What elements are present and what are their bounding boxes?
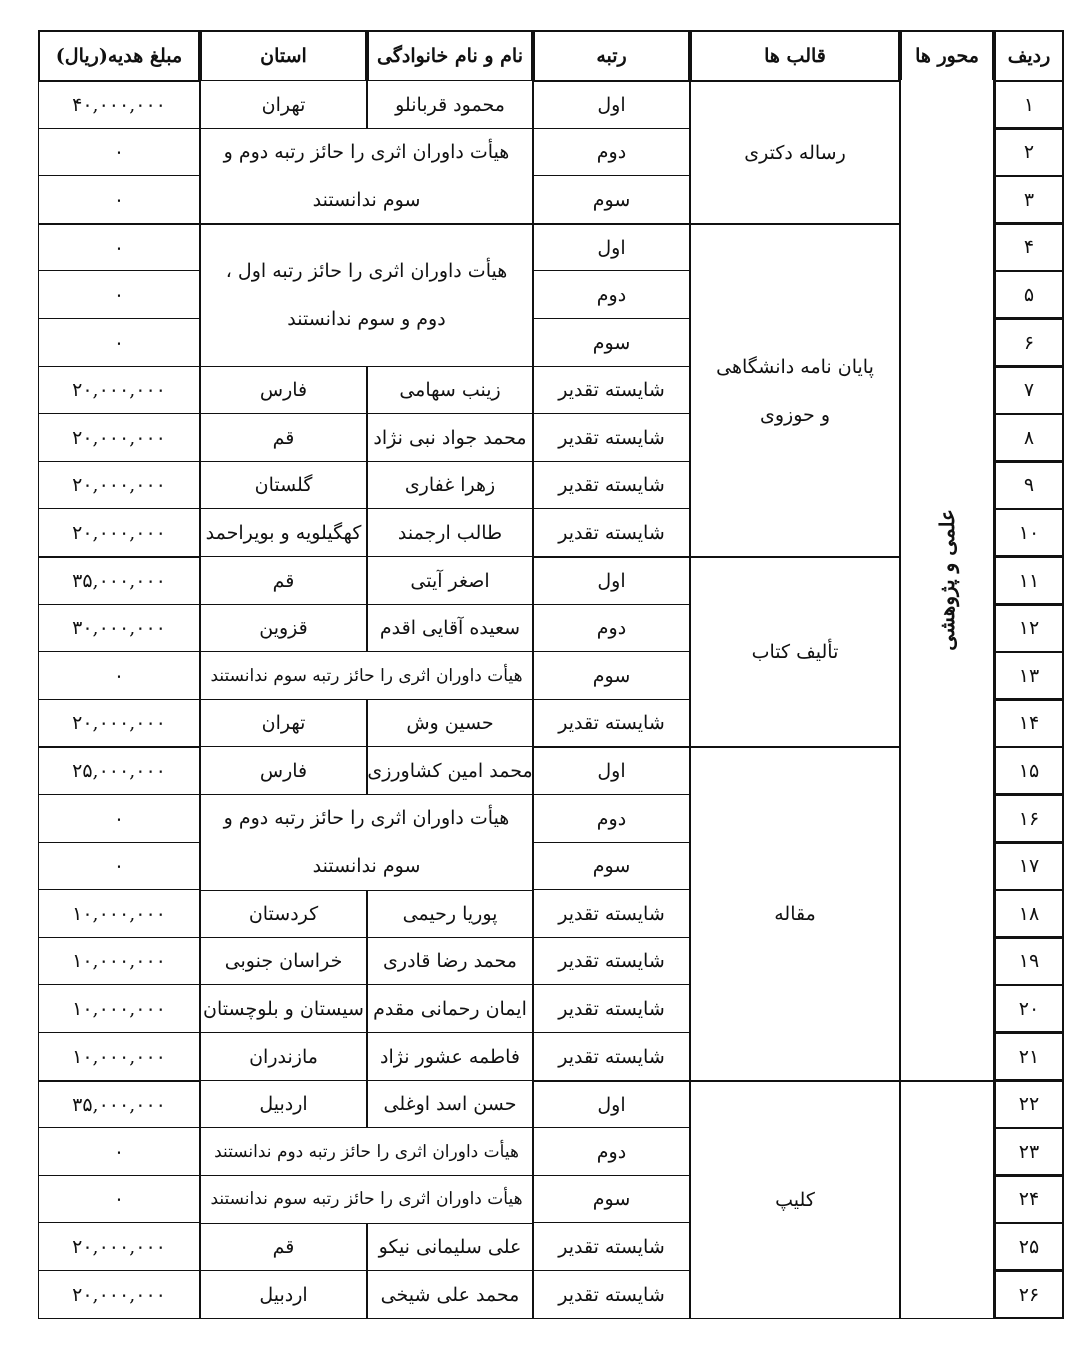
row-number: ۱۳ (994, 651, 1064, 700)
rank-cell: شایسته تقدیر (533, 1032, 690, 1081)
rank-cell: دوم (533, 270, 690, 319)
province-cell: سیستان و بلوچستان (200, 984, 367, 1033)
row-number: ۲۴ (994, 1175, 1064, 1224)
row-number: ۲۰ (994, 984, 1064, 1033)
rank-cell: دوم (533, 794, 690, 843)
rank-cell: شایسته تقدیر (533, 984, 690, 1033)
amount-cell: ۱۰,۰۰۰,۰۰۰ (38, 984, 200, 1033)
amount-cell: ۰ (38, 651, 200, 700)
name-cell: محمد علی شیخی (367, 1270, 533, 1319)
province-cell: اردبیل (200, 1080, 367, 1129)
name-cell: محمد امین کشاورزی (367, 746, 533, 795)
row-number: ۲۶ (994, 1270, 1064, 1319)
header-format: قالب ها (690, 30, 900, 82)
amount-cell: ۰ (38, 1175, 200, 1224)
rank-cell: سوم (533, 651, 690, 700)
amount-cell: ۲۰,۰۰۰,۰۰۰ (38, 413, 200, 462)
axis-cell (900, 80, 994, 1081)
committee-note-cell: هیأت داوران اثری را حائز رتبه سوم ندانستند (200, 651, 533, 700)
name-cell: محمد جواد نبی نژاد (367, 413, 533, 462)
name-cell: حسین وش (367, 699, 533, 748)
row-number: ۴ (994, 223, 1064, 272)
amount-cell: ۰ (38, 794, 200, 843)
row-number: ۳ (994, 175, 1064, 224)
province-cell: فارس (200, 366, 367, 415)
rank-cell: اول (533, 1080, 690, 1129)
header-rank: رتبه (533, 30, 690, 82)
rank-cell: شایسته تقدیر (533, 413, 690, 462)
row-number: ۵ (994, 270, 1064, 319)
name-cell: طالب ارجمند (367, 508, 533, 557)
rank-cell: دوم (533, 128, 690, 177)
name-cell: علی سلیمانی نیکو (367, 1222, 533, 1271)
row-number: ۱۴ (994, 699, 1064, 748)
row-number: ۱۱ (994, 556, 1064, 605)
rank-cell: شایسته تقدیر (533, 889, 690, 938)
name-cell: اصغر آیتی (367, 556, 533, 605)
amount-cell: ۲۰,۰۰۰,۰۰۰ (38, 1222, 200, 1271)
amount-cell: ۰ (38, 223, 200, 272)
rank-cell: اول (533, 746, 690, 795)
province-cell: فارس (200, 746, 367, 795)
province-cell: تهران (200, 80, 367, 129)
amount-cell: ۱۰,۰۰۰,۰۰۰ (38, 937, 200, 986)
rank-cell: شایسته تقدیر (533, 1270, 690, 1319)
row-number: ۹ (994, 461, 1064, 510)
amount-cell: ۳۰,۰۰۰,۰۰۰ (38, 604, 200, 653)
header-province: استان (200, 30, 367, 82)
rank-cell: شایسته تقدیر (533, 1222, 690, 1271)
amount-cell: ۳۵,۰۰۰,۰۰۰ (38, 556, 200, 605)
amount-cell: ۰ (38, 1127, 200, 1176)
name-cell: محمود قربانلو (367, 80, 533, 129)
amount-cell: ۱۰,۰۰۰,۰۰۰ (38, 889, 200, 938)
province-cell: تهران (200, 699, 367, 748)
amount-cell: ۲۵,۰۰۰,۰۰۰ (38, 746, 200, 795)
format-cell: پایان نامه دانشگاهی و حوزوی (690, 223, 900, 558)
province-cell: قم (200, 556, 367, 605)
amount-cell: ۰ (38, 270, 200, 319)
row-number: ۱۸ (994, 889, 1064, 938)
name-cell: ایمان رحمانی مقدم (367, 984, 533, 1033)
row-number: ۱۹ (994, 937, 1064, 986)
row-number: ۲۱ (994, 1032, 1064, 1081)
format-cell: مقاله (690, 746, 900, 1081)
amount-cell: ۲۰,۰۰۰,۰۰۰ (38, 1270, 200, 1319)
row-number: ۱ (994, 80, 1064, 129)
amount-cell: ۰ (38, 842, 200, 891)
committee-note-cell: هیأت داوران اثری را حائز رتبه اول ، دوم و سوم ندانستند (200, 223, 533, 367)
amount-cell: ۲۰,۰۰۰,۰۰۰ (38, 366, 200, 415)
row-number: ۸ (994, 413, 1064, 462)
amount-cell: ۳۵,۰۰۰,۰۰۰ (38, 1080, 200, 1129)
row-number: ۱۵ (994, 746, 1064, 795)
province-cell: قم (200, 1222, 367, 1271)
amount-cell: ۰ (38, 128, 200, 177)
amount-cell: ۱۰,۰۰۰,۰۰۰ (38, 1032, 200, 1081)
row-number: ۱۰ (994, 508, 1064, 557)
rank-cell: اول (533, 80, 690, 129)
rank-cell: شایسته تقدیر (533, 937, 690, 986)
rank-cell: سوم (533, 175, 690, 224)
name-cell: محمد رضا قادری (367, 937, 533, 986)
name-cell: زهرا غفاری (367, 461, 533, 510)
province-cell: قم (200, 413, 367, 462)
axis-label: علمی و پژوهشی (935, 509, 959, 651)
row-number: ۲۲ (994, 1080, 1064, 1129)
committee-note-cell: هیأت داوران اثری را حائز رتبه دوم و سوم ندانستند (200, 794, 533, 891)
row-number: ۲۵ (994, 1222, 1064, 1271)
row-number: ۲ (994, 128, 1064, 177)
rank-cell: سوم (533, 842, 690, 891)
committee-note-cell: هیأت داوران اثری را حائز رتبه دوم و سوم ندانستند (200, 128, 533, 225)
row-number: ۱۶ (994, 794, 1064, 843)
rank-cell: اول (533, 223, 690, 272)
header-name: نام و نام خانوادگی (367, 30, 533, 82)
committee-note-cell: هیأت داوران اثری را حائز رتبه دوم ندانستند (200, 1127, 533, 1176)
format-cell: کلیپ (690, 1080, 900, 1320)
name-cell: زینب سهامی (367, 366, 533, 415)
name-cell: پوریا رحیمی (367, 889, 533, 938)
rank-cell: شایسته تقدیر (533, 461, 690, 510)
name-cell: حسن اسد اوغلی (367, 1080, 533, 1129)
amount-cell: ۲۰,۰۰۰,۰۰۰ (38, 461, 200, 510)
province-cell: گلستان (200, 461, 367, 510)
name-cell: سعیده آقایی اقدم (367, 604, 533, 653)
row-number: ۷ (994, 366, 1064, 415)
rank-cell: سوم (533, 1175, 690, 1224)
amount-cell: ۰ (38, 318, 200, 367)
province-cell: کهگیلویه و بویراحمد (200, 508, 367, 557)
province-cell: خراسان جنوبی (200, 937, 367, 986)
row-number: ۲۳ (994, 1127, 1064, 1176)
format-cell: تألیف کتاب (690, 556, 900, 748)
amount-cell: ۲۰,۰۰۰,۰۰۰ (38, 699, 200, 748)
rank-cell: اول (533, 556, 690, 605)
name-cell: فاطمه عشور نژاد (367, 1032, 533, 1081)
axis-cell-clip (900, 1080, 994, 1320)
province-cell: کردستان (200, 889, 367, 938)
row-number: ۱۲ (994, 604, 1064, 653)
province-cell: مازندران (200, 1032, 367, 1081)
rank-cell: دوم (533, 604, 690, 653)
row-number: ۶ (994, 318, 1064, 367)
rank-cell: شایسته تقدیر (533, 508, 690, 557)
province-cell: قزوین (200, 604, 367, 653)
row-number: ۱۷ (994, 842, 1064, 891)
format-cell: رساله دکتری (690, 80, 900, 224)
rank-cell: سوم (533, 318, 690, 367)
header-axis: محور ها (900, 30, 994, 82)
amount-cell: ۲۰,۰۰۰,۰۰۰ (38, 508, 200, 557)
amount-cell: ۰ (38, 175, 200, 224)
committee-note-cell: هیأت داوران اثری را حائز رتبه سوم ندانستند (200, 1175, 533, 1224)
amount-cell: ۴۰,۰۰۰,۰۰۰ (38, 80, 200, 129)
rank-cell: شایسته تقدیر (533, 699, 690, 748)
header-radif: ردیف (994, 30, 1064, 82)
rank-cell: دوم (533, 1127, 690, 1176)
rank-cell: شایسته تقدیر (533, 366, 690, 415)
province-cell: اردبیل (200, 1270, 367, 1319)
header-amount: مبلغ هدیه(ریال) (38, 30, 200, 82)
